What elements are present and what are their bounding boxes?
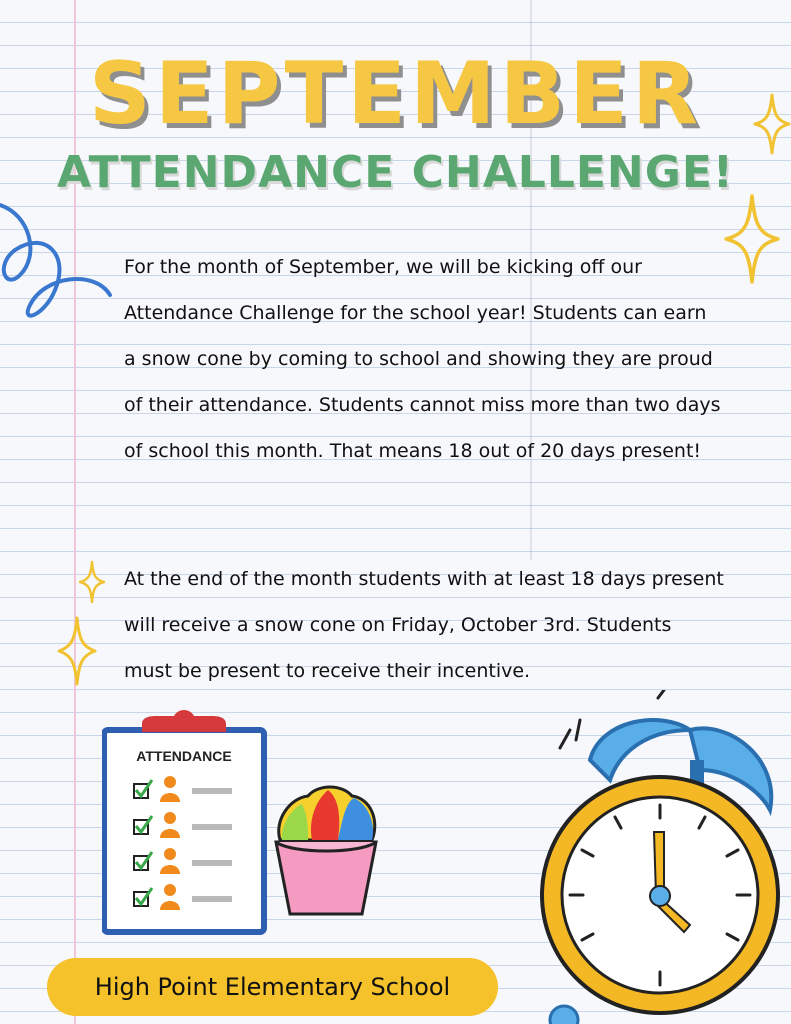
page-subtitle: ATTENDANCE CHALLENGE! [57, 147, 734, 198]
school-name-banner [47, 958, 498, 1016]
intro-paragraph: For the month of September, we will be kicking off our Attendance Challenge for the school year! Students can earn a snow cone by coming to school and showing they are proud of their attendance. Students cannot miss more than two days of school this month. That means 18 out of 20 days present! [124, 256, 721, 462]
clipboard-label: ATTENDANCE [136, 748, 232, 764]
clipboard-icon [102, 710, 272, 938]
alarm-clock-icon [540, 690, 791, 1024]
page-title: SEPTEMBER [88, 44, 703, 144]
snow-cone-icon [272, 780, 382, 920]
swirl-doodle-icon [0, 195, 120, 335]
school-name: High Point Elementary School [94, 973, 451, 1001]
sparkle-icon [78, 560, 106, 604]
sparkle-icon [56, 615, 98, 687]
sparkle-icon [722, 193, 782, 285]
incentive-paragraph: At the end of the month students with at least 18 days present will receive a snow cone on Friday, October 3rd. Students must be present to receive their incentive. [124, 568, 724, 682]
